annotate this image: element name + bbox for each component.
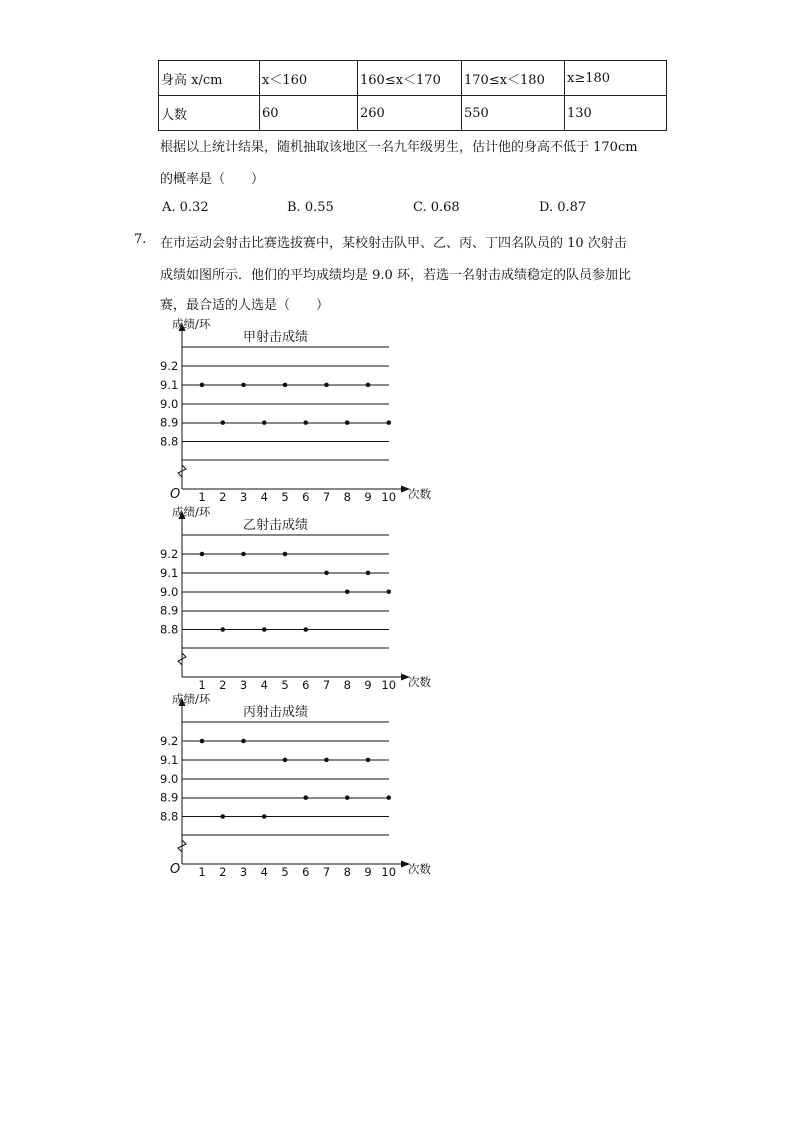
x-tick-label: 5 <box>281 490 289 504</box>
q7-text-line1: 在市运动会射击比赛选拔赛中，某校射击队甲、乙、丙、丁四名队员的 10 次射击 <box>160 236 627 251</box>
table-cell: 人数 <box>159 96 260 131</box>
data-point <box>324 383 329 388</box>
data-point <box>386 795 391 800</box>
x-tick-label: 9 <box>364 865 372 879</box>
x-tick-label: 4 <box>260 678 268 692</box>
data-point <box>241 383 246 388</box>
x-tick-label: 3 <box>239 490 248 504</box>
y-tick-label: 8.8 <box>160 434 179 449</box>
x-tick-label: 2 <box>219 865 227 879</box>
data-point <box>366 758 371 763</box>
table-cell: x＜160 <box>260 61 358 96</box>
y-tick-label: 8.9 <box>160 415 179 430</box>
table-cell: 170≤x＜180 <box>462 61 565 96</box>
chart-yi <box>155 503 455 692</box>
x-tick-label: 8 <box>343 678 351 692</box>
x-tick-label: 10 <box>381 490 397 504</box>
data-point <box>303 795 308 800</box>
x-tick-label: 1 <box>198 490 206 504</box>
y-tick-label: 9.1 <box>160 565 179 580</box>
y-axis-label: 成绩/环 <box>172 692 211 706</box>
data-point <box>283 758 288 763</box>
q7-text-line3: 赛，最合适的人选是（ ） <box>160 298 330 313</box>
x-tick-label: 7 <box>322 678 331 692</box>
data-point <box>345 589 350 594</box>
x-tick-label: 6 <box>302 865 310 879</box>
data-point <box>220 814 225 819</box>
y-tick-label: 9.0 <box>160 771 179 786</box>
x-axis-label: 次数 <box>408 675 431 689</box>
data-point <box>241 552 246 557</box>
y-tick-label: 8.9 <box>160 603 179 618</box>
table-cell: 550 <box>462 96 565 131</box>
data-point <box>220 420 225 425</box>
data-point <box>386 589 391 594</box>
data-point <box>200 739 205 744</box>
y-tick-label: 8.8 <box>160 622 179 637</box>
x-tick-label: 4 <box>260 865 268 879</box>
y-tick-label: 9.2 <box>160 359 179 373</box>
x-axis-label: 次数 <box>408 862 431 876</box>
x-tick-label: 6 <box>302 490 310 504</box>
y-axis-label: 成绩/环 <box>172 317 211 331</box>
y-axis-label: 成绩/环 <box>172 505 211 519</box>
data-point <box>366 571 371 576</box>
origin-label: O <box>170 487 181 502</box>
chart-title: 甲射击成绩 <box>243 330 309 345</box>
chart-title: 乙射击成绩 <box>243 518 309 533</box>
y-tick-label: 8.8 <box>160 809 179 824</box>
x-tick-label: 10 <box>381 865 397 879</box>
data-point <box>366 383 371 388</box>
q6-option-d: D. 0.87 <box>539 200 587 215</box>
data-point <box>200 383 205 388</box>
q6-option-c: C. 0.68 <box>413 200 460 215</box>
x-tick-label: 1 <box>198 678 206 692</box>
data-point <box>386 420 391 425</box>
y-tick-label: 9.0 <box>160 584 179 599</box>
y-tick-label: 9.1 <box>160 377 179 392</box>
data-point <box>324 758 329 763</box>
x-tick-label: 5 <box>281 865 289 879</box>
height-table <box>158 60 667 131</box>
q6-option-b: B. 0.55 <box>287 200 334 215</box>
chart-jia <box>155 315 455 504</box>
q6-option-a: A. 0.32 <box>162 200 209 215</box>
table-cell: 130 <box>565 96 667 131</box>
y-tick-label: 9.1 <box>160 752 179 767</box>
data-point <box>303 627 308 632</box>
q6-text-line1: 根据以上统计结果，随机抽取该地区一名九年级男生，估计他的身高不低于 170cm <box>160 140 638 155</box>
table-cell: 260 <box>358 96 462 131</box>
data-point <box>324 571 329 576</box>
x-tick-label: 7 <box>322 490 331 504</box>
x-tick-label: 6 <box>302 678 310 692</box>
data-point <box>345 795 350 800</box>
q6-text-line2: 的概率是（ ） <box>160 172 265 187</box>
x-tick-label: 4 <box>260 490 268 504</box>
x-tick-label: 2 <box>219 490 227 504</box>
data-point <box>303 420 308 425</box>
data-point <box>283 383 288 388</box>
data-point <box>220 627 225 632</box>
table-cell: x≥180 <box>565 61 667 96</box>
data-point <box>200 552 205 557</box>
chart-title: 丙射击成绩 <box>243 705 309 720</box>
x-tick-label: 3 <box>239 865 248 879</box>
data-point <box>283 552 288 557</box>
x-tick-label: 10 <box>381 678 397 692</box>
x-tick-label: 8 <box>343 490 351 504</box>
table-row <box>159 96 667 131</box>
table-cell: 60 <box>260 96 358 131</box>
q7-number: 7. <box>134 232 147 247</box>
y-tick-label: 9.2 <box>160 734 179 748</box>
x-tick-label: 1 <box>198 865 206 879</box>
q7-text-line2: 成绩如图所示．他们的平均成绩均是 9.0 环，若选一名射击成绩稳定的队员参加比 <box>160 268 631 283</box>
data-point <box>241 739 246 744</box>
data-point <box>262 814 267 819</box>
x-tick-label: 3 <box>239 678 248 692</box>
x-tick-label: 5 <box>281 678 289 692</box>
y-tick-label: 9.2 <box>160 547 179 561</box>
origin-label: O <box>170 862 181 877</box>
data-point <box>262 420 267 425</box>
y-tick-label: 9.0 <box>160 396 179 411</box>
x-tick-label: 8 <box>343 865 351 879</box>
x-axis-label: 次数 <box>408 487 431 501</box>
table-cell: 身高 x/cm <box>159 61 260 96</box>
table-cell: 160≤x＜170 <box>358 61 462 96</box>
data-point <box>262 627 267 632</box>
x-tick-label: 9 <box>364 490 372 504</box>
table-row <box>159 61 667 96</box>
x-tick-label: 2 <box>219 678 227 692</box>
x-tick-label: 7 <box>322 865 331 879</box>
data-point <box>345 420 350 425</box>
chart-bing <box>155 690 455 879</box>
x-tick-label: 9 <box>364 678 372 692</box>
y-tick-label: 8.9 <box>160 790 179 805</box>
